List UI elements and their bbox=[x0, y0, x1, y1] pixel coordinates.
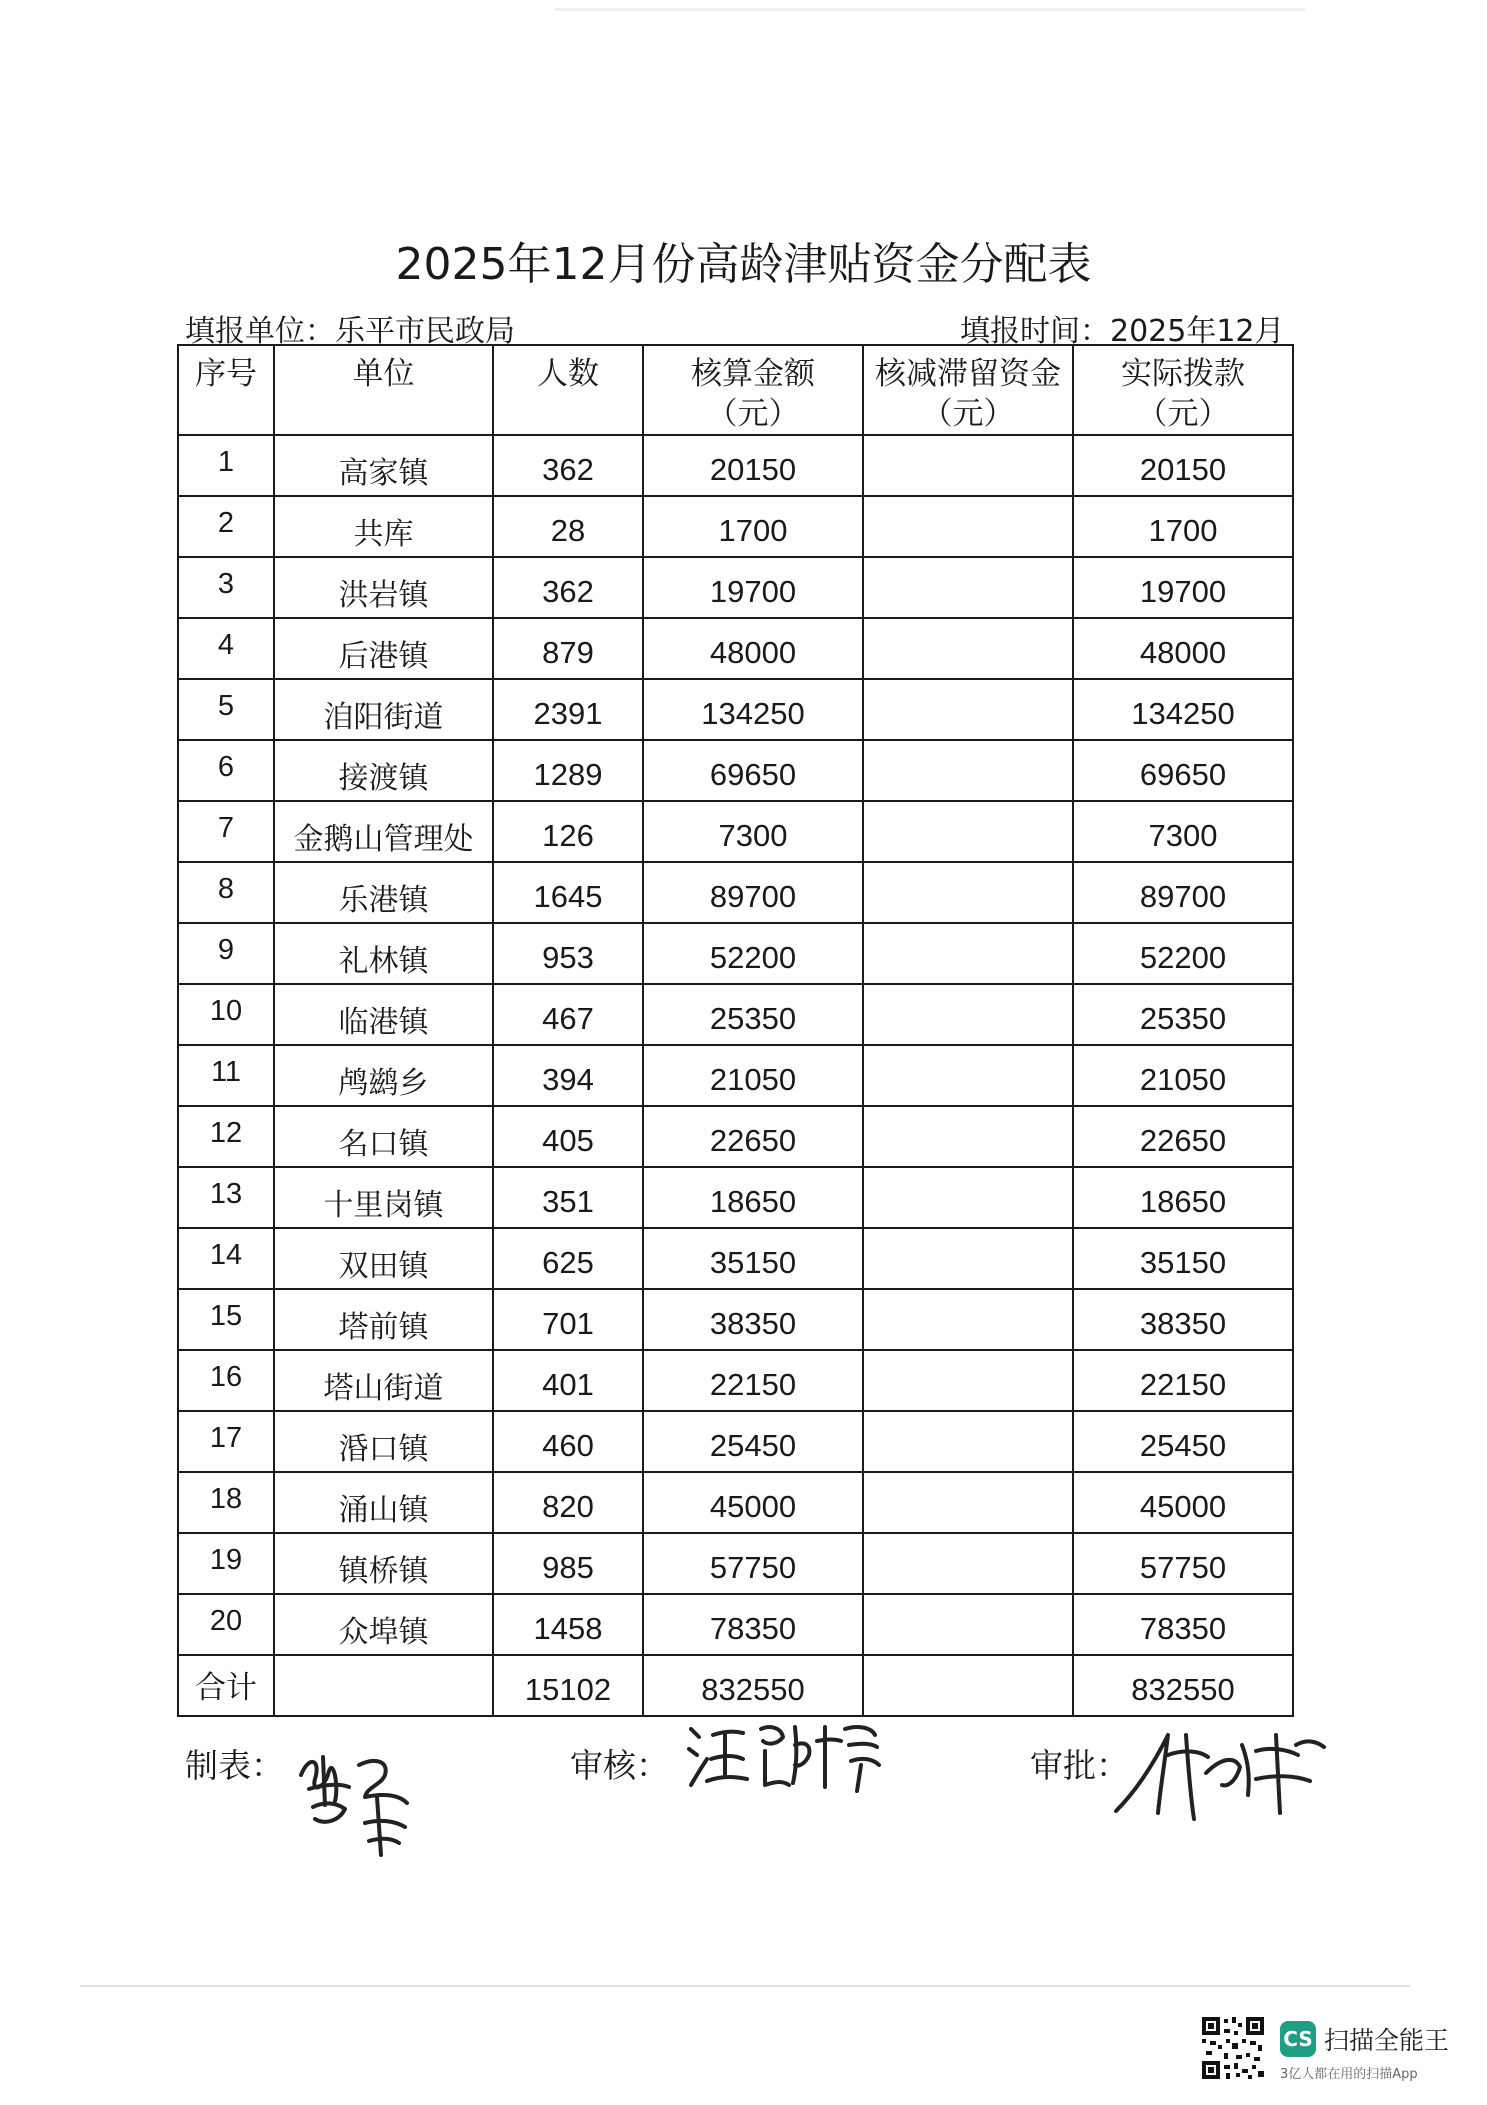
cell-index: 1 bbox=[178, 435, 274, 496]
header-calculated-amount: 核算金额 （元） bbox=[643, 345, 863, 435]
cell-calculated: 35150 bbox=[643, 1228, 863, 1289]
cell-people: 126 bbox=[493, 801, 643, 862]
table-row bbox=[178, 1350, 1293, 1411]
scan-edge-mark bbox=[555, 8, 1305, 11]
prepared-signature bbox=[295, 1745, 425, 1860]
cell-deduction bbox=[863, 984, 1073, 1045]
cell-unit: 礼林镇 bbox=[274, 923, 493, 984]
cell-calculated: 45000 bbox=[643, 1472, 863, 1533]
cell-actual: 20150 bbox=[1073, 435, 1293, 496]
table-row bbox=[178, 1167, 1293, 1228]
total-label: 合计 bbox=[178, 1655, 274, 1716]
header-unit: 单位 bbox=[274, 345, 493, 435]
cell-unit: 后港镇 bbox=[274, 618, 493, 679]
cell-index: 15 bbox=[178, 1289, 274, 1350]
total-actual: 832550 bbox=[1073, 1655, 1293, 1716]
cell-people: 394 bbox=[493, 1045, 643, 1106]
cell-calculated: 89700 bbox=[643, 862, 863, 923]
cell-people: 467 bbox=[493, 984, 643, 1045]
cell-people: 2391 bbox=[493, 679, 643, 740]
table-row bbox=[178, 618, 1293, 679]
cell-deduction bbox=[863, 557, 1073, 618]
app-badge bbox=[1200, 2015, 1460, 2085]
table-total-row bbox=[178, 1655, 1293, 1716]
cell-unit: 高家镇 bbox=[274, 435, 493, 496]
cell-calculated: 48000 bbox=[643, 618, 863, 679]
cell-deduction bbox=[863, 1167, 1073, 1228]
cell-unit: 洪岩镇 bbox=[274, 557, 493, 618]
cell-calculated: 1700 bbox=[643, 496, 863, 557]
cell-index: 19 bbox=[178, 1533, 274, 1594]
table-header-row bbox=[178, 345, 1293, 435]
cell-deduction bbox=[863, 1106, 1073, 1167]
header-actual-payment: 实际拨款 （元） bbox=[1073, 345, 1293, 435]
cell-people: 879 bbox=[493, 618, 643, 679]
cell-index: 10 bbox=[178, 984, 274, 1045]
cell-index: 14 bbox=[178, 1228, 274, 1289]
cell-unit: 塔前镇 bbox=[274, 1289, 493, 1350]
cell-calculated: 25450 bbox=[643, 1411, 863, 1472]
cell-index: 12 bbox=[178, 1106, 274, 1167]
cell-unit: 双田镇 bbox=[274, 1228, 493, 1289]
cell-people: 985 bbox=[493, 1533, 643, 1594]
table-row bbox=[178, 1228, 1293, 1289]
cell-deduction bbox=[863, 679, 1073, 740]
cell-calculated: 21050 bbox=[643, 1045, 863, 1106]
cell-deduction bbox=[863, 435, 1073, 496]
cell-people: 351 bbox=[493, 1167, 643, 1228]
cell-calculated: 57750 bbox=[643, 1533, 863, 1594]
table-row bbox=[178, 496, 1293, 557]
cell-deduction bbox=[863, 1594, 1073, 1655]
cell-unit: 接渡镇 bbox=[274, 740, 493, 801]
cell-deduction bbox=[863, 862, 1073, 923]
cell-actual: 19700 bbox=[1073, 557, 1293, 618]
table-row bbox=[178, 801, 1293, 862]
cell-calculated: 20150 bbox=[643, 435, 863, 496]
cell-deduction bbox=[863, 923, 1073, 984]
table-row bbox=[178, 435, 1293, 496]
cell-deduction bbox=[863, 1472, 1073, 1533]
cell-calculated: 52200 bbox=[643, 923, 863, 984]
allocation-table bbox=[177, 344, 1294, 1717]
cell-actual: 38350 bbox=[1073, 1289, 1293, 1350]
document-title: 2025年12月份高龄津贴资金分配表 bbox=[395, 239, 1092, 290]
cell-actual: 1700 bbox=[1073, 496, 1293, 557]
prepared-by-label: 制表： bbox=[185, 1746, 284, 1785]
cell-actual: 89700 bbox=[1073, 862, 1293, 923]
cell-people: 405 bbox=[493, 1106, 643, 1167]
cell-calculated: 22150 bbox=[643, 1350, 863, 1411]
cell-calculated: 38350 bbox=[643, 1289, 863, 1350]
cell-actual: 25350 bbox=[1073, 984, 1293, 1045]
cell-unit: 名口镇 bbox=[274, 1106, 493, 1167]
table-row bbox=[178, 1289, 1293, 1350]
cell-actual: 21050 bbox=[1073, 1045, 1293, 1106]
reporting-unit: 填报单位：乐平市民政局 bbox=[185, 314, 515, 349]
cell-people: 1458 bbox=[493, 1594, 643, 1655]
cell-actual: 52200 bbox=[1073, 923, 1293, 984]
header-deduction: 核减滞留资金 （元） bbox=[863, 345, 1073, 435]
cell-actual: 7300 bbox=[1073, 801, 1293, 862]
table-row bbox=[178, 923, 1293, 984]
cell-people: 362 bbox=[493, 435, 643, 496]
cell-index: 8 bbox=[178, 862, 274, 923]
cell-deduction bbox=[863, 740, 1073, 801]
cell-deduction bbox=[863, 1350, 1073, 1411]
cell-actual: 48000 bbox=[1073, 618, 1293, 679]
cell-index: 9 bbox=[178, 923, 274, 984]
cell-unit: 涌山镇 bbox=[274, 1472, 493, 1533]
cell-people: 401 bbox=[493, 1350, 643, 1411]
total-people: 15102 bbox=[493, 1655, 643, 1716]
cell-people: 625 bbox=[493, 1228, 643, 1289]
cell-calculated: 78350 bbox=[643, 1594, 863, 1655]
cell-people: 362 bbox=[493, 557, 643, 618]
reporting-time: 填报时间：2025年12月 bbox=[960, 314, 1285, 349]
table-row bbox=[178, 1411, 1293, 1472]
approved-by-label: 审批： bbox=[1030, 1746, 1129, 1785]
table-row bbox=[178, 1594, 1293, 1655]
table-row bbox=[178, 862, 1293, 923]
cell-calculated: 134250 bbox=[643, 679, 863, 740]
table-row bbox=[178, 557, 1293, 618]
cell-actual: 25450 bbox=[1073, 1411, 1293, 1472]
table-row bbox=[178, 679, 1293, 740]
cell-index: 17 bbox=[178, 1411, 274, 1472]
cell-unit: 乐港镇 bbox=[274, 862, 493, 923]
app-tagline: 3亿人都在用的扫描App bbox=[1280, 2067, 1418, 2082]
cell-unit: 洎阳街道 bbox=[274, 679, 493, 740]
cell-unit: 鸬鹚乡 bbox=[274, 1045, 493, 1106]
table-body bbox=[178, 435, 1293, 1655]
cell-unit: 十里岗镇 bbox=[274, 1167, 493, 1228]
cell-calculated: 18650 bbox=[643, 1167, 863, 1228]
cell-unit: 临港镇 bbox=[274, 984, 493, 1045]
cell-calculated: 19700 bbox=[643, 557, 863, 618]
cell-people: 28 bbox=[493, 496, 643, 557]
cell-calculated: 7300 bbox=[643, 801, 863, 862]
cell-unit: 塔山街道 bbox=[274, 1350, 493, 1411]
cell-actual: 35150 bbox=[1073, 1228, 1293, 1289]
cell-people: 820 bbox=[493, 1472, 643, 1533]
cell-index: 6 bbox=[178, 740, 274, 801]
cell-unit: 镇桥镇 bbox=[274, 1533, 493, 1594]
cell-actual: 22650 bbox=[1073, 1106, 1293, 1167]
cell-actual: 45000 bbox=[1073, 1472, 1293, 1533]
cell-index: 5 bbox=[178, 679, 274, 740]
cell-people: 701 bbox=[493, 1289, 643, 1350]
total-unit bbox=[274, 1655, 493, 1716]
table-row bbox=[178, 740, 1293, 801]
header-people: 人数 bbox=[493, 345, 643, 435]
cell-index: 11 bbox=[178, 1045, 274, 1106]
table-row bbox=[178, 1472, 1293, 1533]
cell-people: 460 bbox=[493, 1411, 643, 1472]
cell-calculated: 25350 bbox=[643, 984, 863, 1045]
cell-actual: 22150 bbox=[1073, 1350, 1293, 1411]
cell-index: 4 bbox=[178, 618, 274, 679]
cell-calculated: 22650 bbox=[643, 1106, 863, 1167]
table-row bbox=[178, 1045, 1293, 1106]
cell-deduction bbox=[863, 1533, 1073, 1594]
cell-index: 16 bbox=[178, 1350, 274, 1411]
cell-deduction bbox=[863, 1045, 1073, 1106]
cell-unit: 共库 bbox=[274, 496, 493, 557]
table-row bbox=[178, 1106, 1293, 1167]
total-calculated: 832550 bbox=[643, 1655, 863, 1716]
scan-divider bbox=[80, 1985, 1410, 1987]
cell-actual: 134250 bbox=[1073, 679, 1293, 740]
reviewed-by-label: 审核： bbox=[570, 1746, 669, 1785]
cell-deduction bbox=[863, 1289, 1073, 1350]
qr-code-icon bbox=[1200, 2015, 1266, 2081]
camscanner-logo-icon: CS bbox=[1280, 2021, 1316, 2057]
cell-actual: 57750 bbox=[1073, 1533, 1293, 1594]
table-row bbox=[178, 1533, 1293, 1594]
cell-deduction bbox=[863, 496, 1073, 557]
cell-calculated: 69650 bbox=[643, 740, 863, 801]
cell-index: 13 bbox=[178, 1167, 274, 1228]
total-deduction bbox=[863, 1655, 1073, 1716]
cell-unit: 金鹅山管理处 bbox=[274, 801, 493, 862]
cell-people: 1645 bbox=[493, 862, 643, 923]
table-row bbox=[178, 984, 1293, 1045]
reviewed-signature bbox=[685, 1715, 885, 1800]
cell-actual: 78350 bbox=[1073, 1594, 1293, 1655]
cell-index: 7 bbox=[178, 801, 274, 862]
app-name: 扫描全能王 bbox=[1324, 2026, 1450, 2055]
cell-deduction bbox=[863, 801, 1073, 862]
cell-deduction bbox=[863, 1228, 1073, 1289]
cell-actual: 18650 bbox=[1073, 1167, 1293, 1228]
cell-actual: 69650 bbox=[1073, 740, 1293, 801]
cell-index: 18 bbox=[178, 1472, 274, 1533]
cell-people: 953 bbox=[493, 923, 643, 984]
cell-deduction bbox=[863, 1411, 1073, 1472]
cell-deduction bbox=[863, 618, 1073, 679]
approved-signature bbox=[1110, 1715, 1330, 1825]
cell-people: 1289 bbox=[493, 740, 643, 801]
cell-index: 3 bbox=[178, 557, 274, 618]
cell-index: 2 bbox=[178, 496, 274, 557]
header-index: 序号 bbox=[178, 345, 274, 435]
cell-unit: 涽口镇 bbox=[274, 1411, 493, 1472]
cell-unit: 众埠镇 bbox=[274, 1594, 493, 1655]
cell-index: 20 bbox=[178, 1594, 274, 1655]
